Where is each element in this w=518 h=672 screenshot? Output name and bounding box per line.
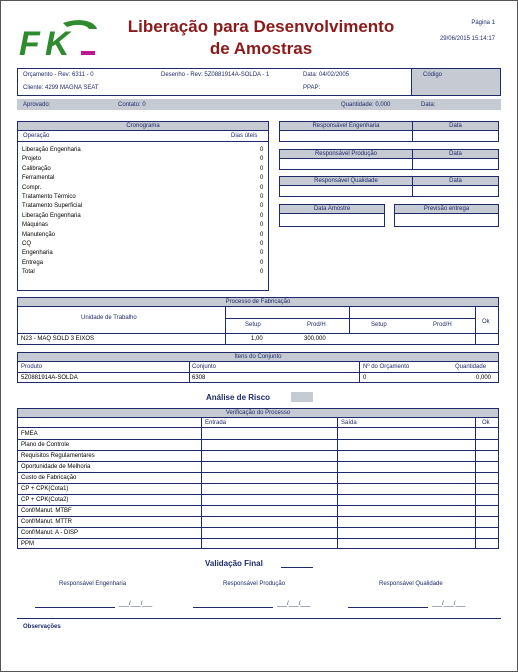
svg-text:K: K	[45, 25, 70, 61]
cronograma-row-dias: 0	[260, 194, 264, 200]
cronograma-row-dias: 0	[260, 241, 264, 247]
observacoes-label: Observações	[23, 624, 61, 630]
svg-text:F: F	[19, 25, 40, 61]
validacao-qual-sign-line[interactable]	[348, 607, 428, 608]
analise-risco-label: Análise de Risco	[206, 393, 271, 402]
verificacao-row-label: PPM	[21, 541, 35, 547]
processo-col-ok: Ok	[482, 319, 490, 325]
verificacao-row-divider	[17, 427, 499, 428]
verificacao-row-label: Plano de Controle	[21, 442, 70, 448]
cronograma-row-operacao: Entrega	[22, 259, 44, 266]
cronograma-row-operacao: Máquinas	[22, 222, 49, 229]
cronograma-row-dias: 0	[260, 147, 264, 153]
resp-eng-data-header: Data	[412, 121, 499, 131]
validacao-eng-label: Responsável Engenharia	[59, 581, 127, 587]
validacao-final-line	[281, 567, 313, 568]
verificacao-row-divider	[17, 450, 499, 451]
processo-col-prodh2: Prod/H	[433, 322, 452, 328]
itens-header: Itens do Conjunto	[17, 352, 499, 362]
cronograma-row-operacao: Tratamento Térmico	[22, 194, 76, 200]
page-title-line1: Liberação para Desenvolvimento	[127, 17, 395, 36]
itens-row-conjunto: 6308	[192, 375, 206, 381]
data-label: Data: 04/02/2005	[303, 72, 350, 78]
verificacao-row-divider	[17, 516, 499, 517]
cronograma-row-dias: 0	[260, 250, 264, 257]
cronograma-row-operacao: Manutenção	[22, 231, 56, 238]
cronograma-row-dias: 0	[260, 259, 264, 266]
logo-graphic	[17, 15, 101, 61]
status-data-label: Data:	[421, 102, 436, 108]
processo-vline-3	[475, 307, 476, 344]
company-logo	[17, 15, 101, 61]
cronograma-row-dias: 0	[260, 184, 264, 191]
validacao-prod-label: Responsável Produção	[223, 581, 286, 587]
verificacao-col-ok: Ok	[482, 420, 490, 426]
processo-col-prodh: Prod/H	[307, 322, 326, 328]
verificacao-row-label: Custo de Fabricação	[21, 475, 77, 481]
validacao-eng-date[interactable]: ___/___/___	[119, 601, 153, 607]
ppap-label: PPAP:	[303, 85, 321, 91]
page-number: Página 1	[471, 20, 495, 26]
resp-qual-data-header: Data	[412, 176, 499, 186]
itens-col-quantidade: Quantidade	[455, 364, 487, 370]
cronograma-row-operacao: Liberação Engenharia	[22, 147, 81, 153]
processo-col-unidade: Unidade de Trabalho	[81, 315, 137, 321]
cronograma-row-operacao: Compr.	[22, 184, 42, 191]
verificacao-row-label: Conf/Manut. MTTR	[21, 519, 73, 525]
verificacao-col-entrada: Entrada	[205, 420, 227, 426]
verificacao-row-divider	[17, 461, 499, 462]
processo-header: Processo de Fabricação	[17, 297, 499, 307]
verificacao-row-label: Conf/Manut. MTBF	[21, 508, 72, 514]
verificacao-row-divider	[17, 472, 499, 473]
processo-hline-1	[225, 318, 475, 319]
quantidade-label: Quantidade: 0,000	[341, 102, 391, 108]
verificacao-col-saida: Saída	[341, 420, 357, 426]
verificacao-row-label: CP + CPK(Cota1)	[21, 486, 69, 492]
resp-eng-header: Responsável Engenharia	[279, 121, 413, 131]
cronograma-row-operacao: Tratamento Superficial	[22, 203, 83, 210]
cronograma-row-dias: 0	[260, 222, 264, 229]
page-title-line2: de Amostras	[209, 39, 313, 58]
cronograma-row-dias: 0	[260, 165, 264, 172]
itens-col-conjunto: Conjunto	[192, 364, 217, 370]
data-amostre-field[interactable]	[279, 213, 385, 227]
verificacao-row-divider	[17, 527, 499, 528]
validacao-final-label: Validação Final	[205, 559, 263, 568]
cronograma-row-operacao: Liberação Engenharia	[22, 212, 81, 219]
resp-prod-data-field[interactable]	[412, 158, 499, 170]
cronograma-header: Cronograma	[17, 121, 269, 131]
orcamento-label: Orçamento - Rev: 6311 - 0	[23, 72, 94, 78]
aprovado-label: Aprovado:	[23, 102, 51, 108]
validacao-eng-sign-line[interactable]	[35, 607, 115, 608]
verificacao-row-label: FMEA	[21, 431, 38, 437]
resp-qual-header: Responsável Qualidade	[279, 176, 413, 186]
cronograma-row-operacao: Ferramental	[22, 175, 55, 182]
verificacao-row-divider	[17, 494, 499, 495]
processo-vline-1	[225, 307, 226, 344]
processo-row-setup: 1,00	[251, 336, 263, 342]
resp-qual-field[interactable]	[279, 185, 413, 197]
cliente-label: Cliente: 4299 MAGNA SEAT	[23, 85, 99, 91]
cronograma-row-operacao: CQ	[22, 241, 31, 247]
cronograma-row-operacao: Total	[22, 269, 35, 276]
resp-qual-data-field[interactable]	[412, 185, 499, 197]
verificacao-header: Verificação do Processo	[17, 408, 499, 418]
itens-vline-2	[359, 362, 360, 383]
validacao-prod-date[interactable]: ___/___/___	[277, 601, 311, 607]
processo-col-setup2: Setup	[371, 322, 387, 328]
resp-prod-field[interactable]	[279, 158, 413, 170]
previsao-entrega-header: Previsão entrega	[394, 204, 499, 214]
cronograma-row-dias: 0	[260, 203, 264, 210]
verificacao-row-label: Conf/Manut. A - DISP	[21, 530, 79, 536]
cronograma-row-operacao: Engenharia	[22, 250, 53, 257]
cronograma-col-operacao: Operação	[23, 133, 50, 139]
data-amostre-header: Data Amostre	[279, 204, 385, 214]
contato-label: Contato: 0	[118, 102, 146, 108]
cronograma-divider	[17, 141, 269, 142]
itens-vline-1	[189, 362, 190, 383]
processo-col-setup: Setup	[245, 322, 261, 328]
verificacao-row-label: Oportunidade de Melhoria	[21, 464, 91, 470]
resp-eng-data-field[interactable]	[412, 130, 499, 142]
desenho-label: Desenho - Rev: 5Z0881914A-SOLDA - 1	[161, 72, 270, 78]
observacoes-top-line	[17, 618, 501, 619]
resp-prod-header: Responsável Produção	[279, 149, 413, 159]
print-datetime: 29/06/2015 15:14:17	[439, 36, 495, 42]
cronograma-row-dias: 0	[260, 175, 264, 182]
verificacao-row-divider	[17, 483, 499, 484]
cronograma-col-dias: Dias úteis	[231, 133, 258, 139]
itens-hline	[17, 372, 499, 373]
processo-vline-2	[349, 307, 350, 333]
itens-row-orcamento: 0	[363, 375, 367, 381]
validacao-qual-label: Responsável Qualidade	[379, 581, 443, 587]
analise-risco-box[interactable]	[291, 392, 313, 402]
cronograma-row-dias: 0	[260, 231, 264, 238]
processo-hline-2	[17, 333, 499, 334]
cronograma-row-dias: 0	[260, 156, 264, 163]
cronograma-row-dias: 0	[260, 269, 264, 276]
validacao-qual-date[interactable]: ___/___/___	[432, 601, 466, 607]
processo-row-unidade: N23 - MAQ SOLD 3 EIXOS	[21, 336, 95, 342]
previsao-entrega-field[interactable]	[394, 213, 499, 227]
verificacao-row-divider	[17, 538, 499, 539]
cronograma-row-operacao: Calibração	[22, 165, 51, 172]
itens-col-produto: Produto	[21, 364, 43, 370]
verificacao-row-label: CP + CPK(Cota2)	[21, 497, 69, 503]
cronograma-row-operacao: Projeto	[22, 156, 42, 163]
verificacao-row-divider	[17, 505, 499, 506]
resp-prod-data-header: Data	[412, 149, 499, 159]
resp-eng-field[interactable]	[279, 130, 413, 142]
itens-row-quantidade: 0,000	[476, 375, 492, 381]
verificacao-row-divider	[17, 439, 499, 440]
codigo-label: Código	[423, 72, 443, 78]
validacao-prod-sign-line[interactable]	[193, 607, 273, 608]
itens-row-produto: 5Z0881914A-SOLDA	[21, 375, 78, 381]
itens-col-orcamento: Nº do Orçamento	[363, 364, 410, 370]
processo-row-prodh: 300,000	[304, 336, 326, 342]
cronograma-row-dias: 0	[260, 212, 264, 219]
verificacao-row-label: Requisitos Regulamentares	[21, 453, 95, 459]
